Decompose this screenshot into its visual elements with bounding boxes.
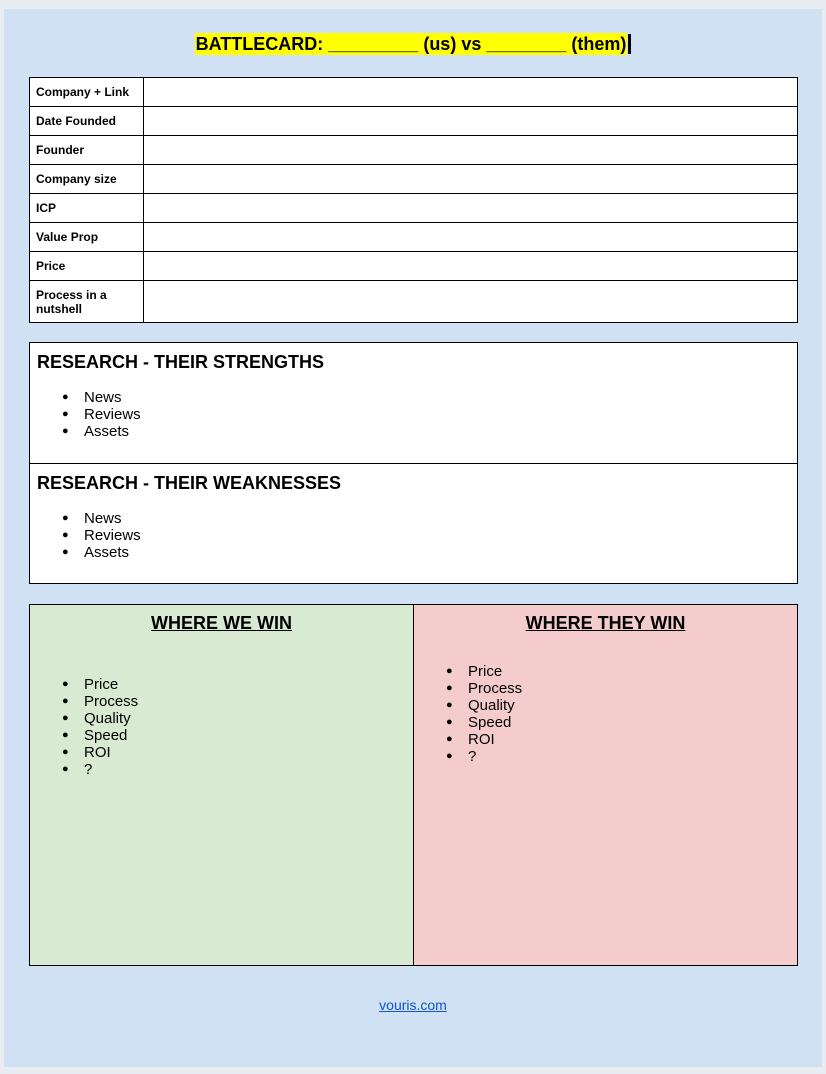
- list-item[interactable]: ● ROI: [62, 744, 138, 761]
- table-row: [30, 194, 798, 223]
- row-label-company-link: Company + Link: [30, 78, 144, 107]
- row-label-price: Price: [30, 252, 144, 281]
- list-item[interactable]: ● News: [62, 510, 141, 527]
- table-row: [30, 107, 798, 136]
- where-they-win-heading: WHERE THEY WIN: [525, 613, 686, 633]
- list-item[interactable]: ● Reviews: [62, 527, 141, 544]
- where-we-win-column: [30, 605, 414, 965]
- list-item[interactable]: ● Speed: [446, 714, 522, 731]
- row-label-icp: ICP: [30, 194, 144, 223]
- where-they-win-column: [414, 605, 797, 965]
- strengths-list: [62, 389, 141, 440]
- list-item[interactable]: ● Quality: [446, 697, 522, 714]
- we-win-list: [62, 676, 138, 778]
- row-value-company-size[interactable]: [144, 165, 798, 194]
- table-row: [30, 78, 798, 107]
- list-item[interactable]: ● ?: [62, 761, 138, 778]
- row-value-company-link[interactable]: [144, 78, 798, 107]
- row-label-process: Process in a nutshell: [30, 281, 144, 323]
- row-label-value-prop: Value Prop: [30, 223, 144, 252]
- weaknesses-heading: RESEARCH - THEIR WEAKNESSES: [37, 473, 342, 493]
- research-box: [29, 342, 798, 584]
- document-page: [4, 9, 822, 1067]
- row-value-founder[interactable]: [144, 136, 798, 165]
- list-item[interactable]: ● Process: [446, 680, 522, 697]
- strengths-heading: RESEARCH - THEIR STRENGTHS: [37, 352, 325, 372]
- they-win-list: [446, 663, 522, 765]
- row-label-founder: Founder: [30, 136, 144, 165]
- list-item[interactable]: ● Quality: [62, 710, 138, 727]
- win-comparison-table: [29, 604, 798, 966]
- footer: [4, 997, 822, 1015]
- list-item[interactable]: ● ROI: [446, 731, 522, 748]
- list-item[interactable]: ● Assets: [62, 544, 141, 561]
- row-label-company-size: Company size: [30, 165, 144, 194]
- table-row: [30, 165, 798, 194]
- table-row: [30, 281, 798, 323]
- list-item[interactable]: ● Speed: [62, 727, 138, 744]
- list-item[interactable]: ● Price: [446, 663, 522, 680]
- where-we-win-heading: WHERE WE WIN: [151, 613, 292, 633]
- row-value-icp[interactable]: [144, 194, 798, 223]
- battlecard-title[interactable]: BATTLECARD: _________ (us) vs ________ (them): [195, 34, 627, 54]
- table-row: [30, 223, 798, 252]
- row-value-date-founded[interactable]: [144, 107, 798, 136]
- weaknesses-list: [62, 510, 141, 561]
- row-value-price[interactable]: [144, 252, 798, 281]
- table-row: [30, 252, 798, 281]
- text-cursor: [628, 34, 631, 54]
- row-label-date-founded: Date Founded: [30, 107, 144, 136]
- list-item[interactable]: ● Reviews: [62, 406, 141, 423]
- list-item[interactable]: ● News: [62, 389, 141, 406]
- weaknesses-section: [30, 464, 797, 584]
- row-value-value-prop[interactable]: [144, 223, 798, 252]
- company-info-table: [29, 77, 798, 323]
- list-item[interactable]: ● ?: [446, 748, 522, 765]
- list-item[interactable]: ● Price: [62, 676, 138, 693]
- list-item[interactable]: ● Assets: [62, 423, 141, 440]
- footer-link[interactable]: vouris.com: [379, 997, 447, 1013]
- strengths-section: [30, 343, 797, 464]
- table-row: [30, 136, 798, 165]
- title-row: [4, 33, 822, 55]
- row-value-process[interactable]: [144, 281, 798, 323]
- list-item[interactable]: ● Process: [62, 693, 138, 710]
